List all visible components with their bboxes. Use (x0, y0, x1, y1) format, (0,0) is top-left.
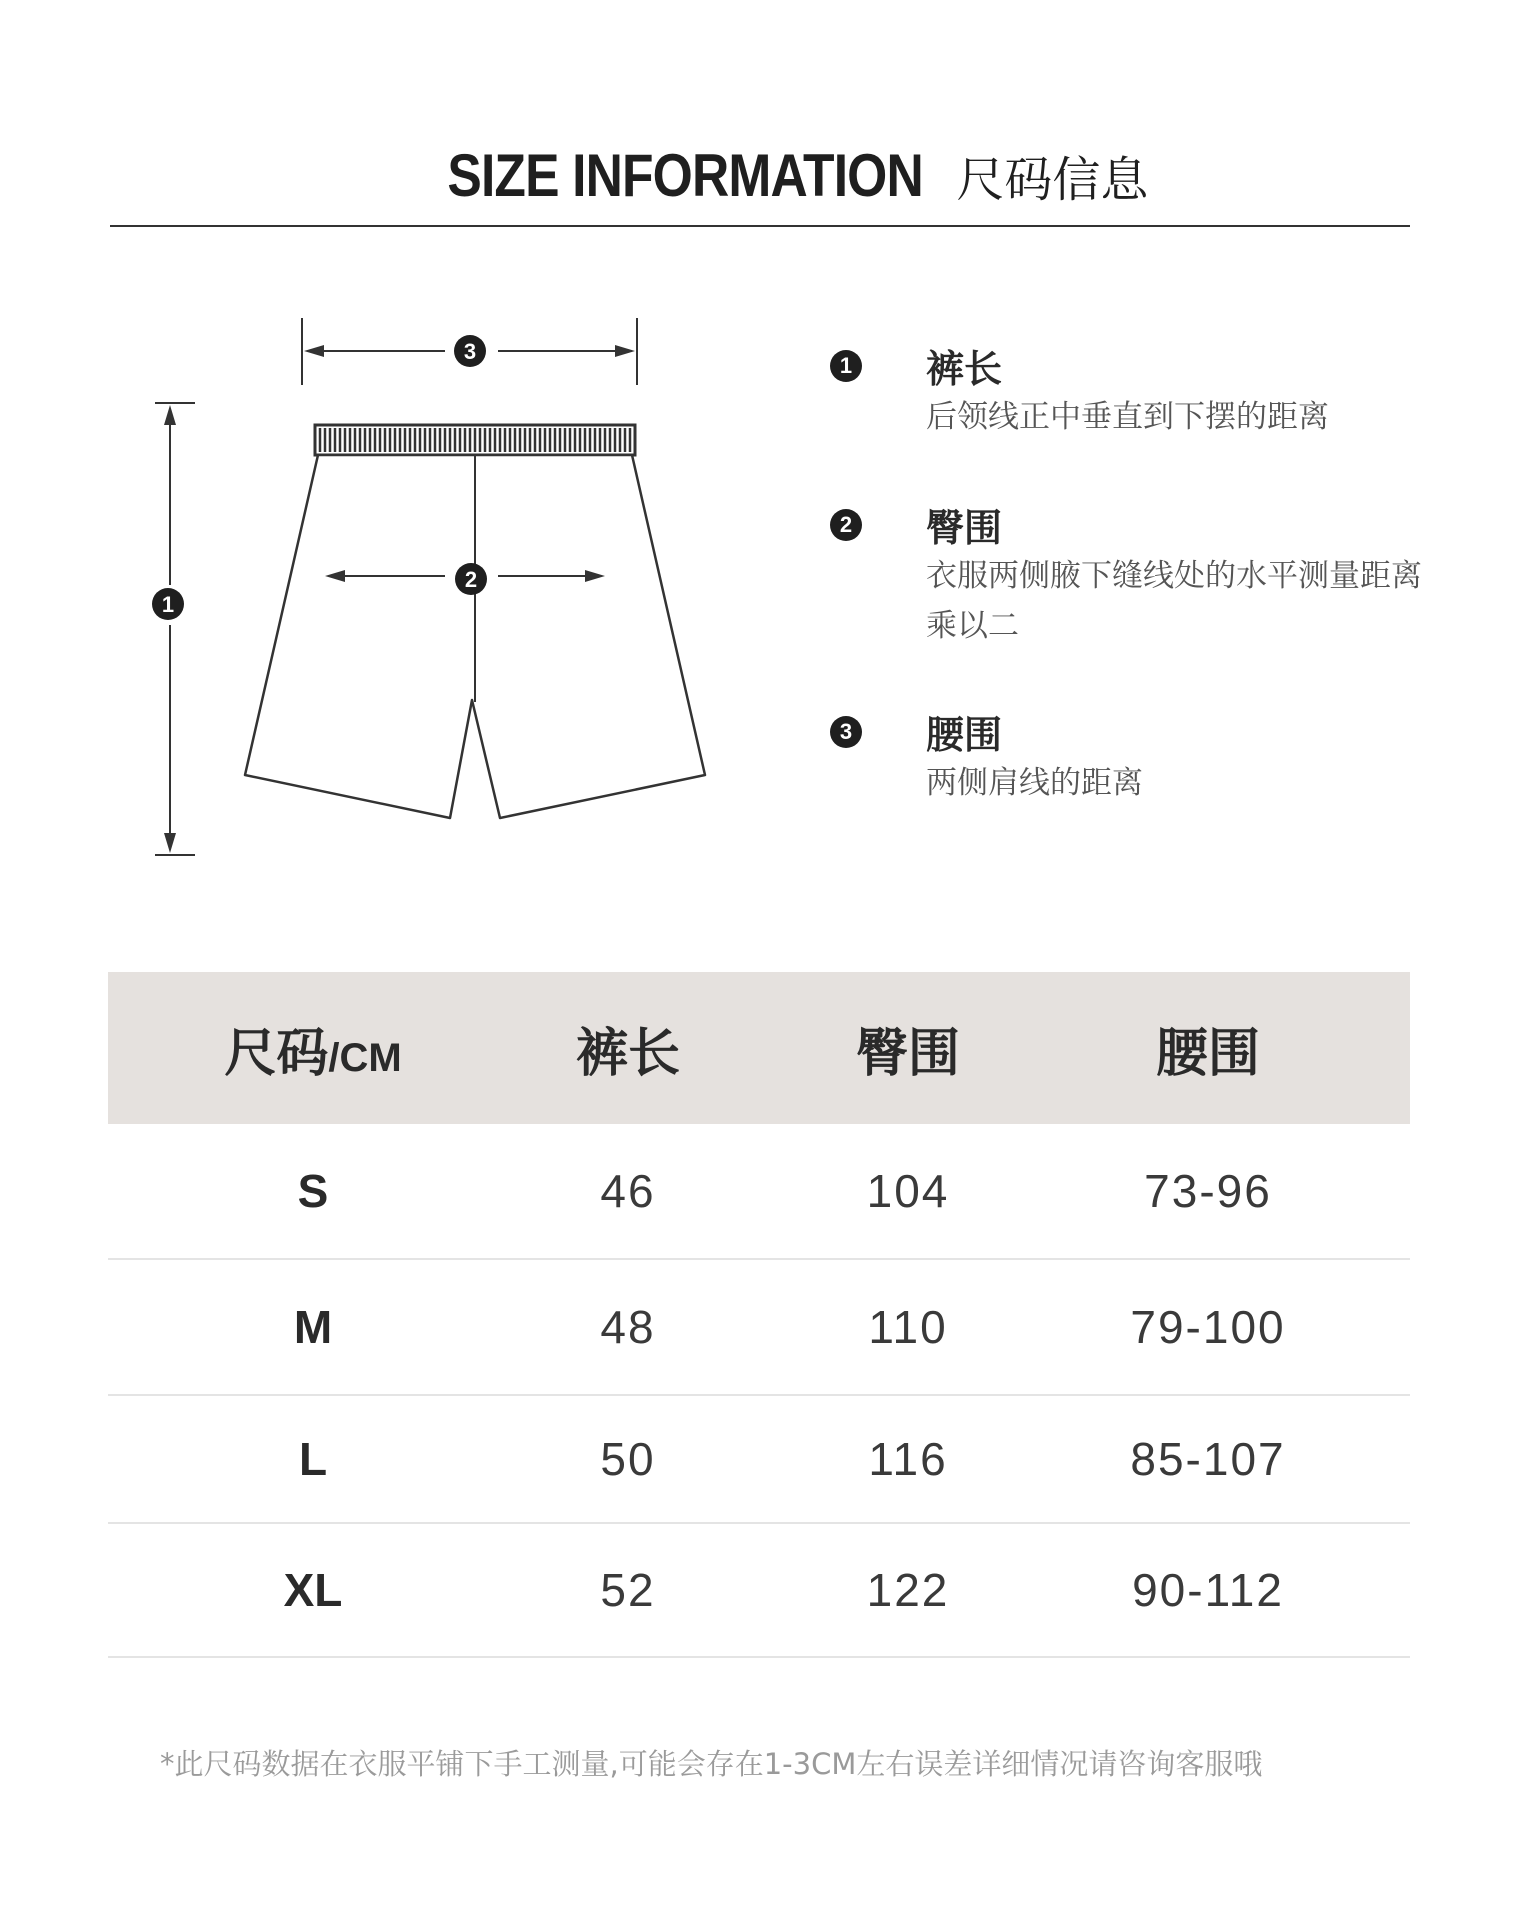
cell-size: M (293, 1301, 333, 1353)
table-header (108, 972, 1410, 1124)
cell-hip: 104 (866, 1165, 950, 1217)
cell-size: S (297, 1165, 329, 1217)
waistband (315, 425, 635, 455)
cell-length: 46 (600, 1165, 656, 1217)
svg-text:2: 2 (464, 567, 478, 592)
length-dimension (155, 403, 195, 855)
table-row (108, 1396, 1410, 1524)
legend-title: 腰围 (926, 713, 1003, 757)
title-chinese: 尺码信息 (956, 151, 1149, 208)
title-english: SIZE INFORMATION (446, 141, 923, 209)
header-waist: 腰围 (1155, 1023, 1260, 1084)
marker-1 (152, 588, 184, 620)
legend-description: 两侧肩线的距离 (926, 765, 1143, 801)
footnote: *此尺码数据在衣服平铺下手工测量,可能会存在1-3CM左右误差详细情况请咨询客服哦 (160, 1747, 1263, 1781)
table-row (108, 1124, 1410, 1260)
marker-2 (455, 563, 487, 595)
size-table (108, 972, 1410, 1658)
svg-text:3: 3 (463, 339, 477, 364)
legend-number: 3 (830, 716, 862, 748)
cell-hip: 116 (868, 1433, 948, 1485)
cell-waist: 85-107 (1130, 1433, 1286, 1485)
cell-length: 52 (600, 1564, 656, 1616)
cell-size: XL (283, 1564, 343, 1616)
header-length: 裤长 (575, 1023, 680, 1084)
cell-length: 50 (600, 1433, 656, 1485)
legend-number: 2 (830, 509, 862, 541)
svg-text:1: 1 (161, 592, 175, 617)
cell-hip: 110 (868, 1301, 948, 1353)
header-hip: 臀围 (855, 1023, 960, 1084)
legend-description: 后领线正中垂直到下摆的距离 (926, 399, 1329, 435)
cell-length: 48 (600, 1301, 656, 1353)
table-row (108, 1524, 1410, 1658)
cell-hip: 122 (866, 1564, 950, 1616)
legend-title: 臀围 (926, 506, 1003, 550)
cell-waist: 79-100 (1130, 1301, 1286, 1353)
legend-number: 1 (830, 350, 862, 382)
marker-3 (454, 335, 486, 367)
shorts-diagram (0, 0, 760, 880)
table-row (108, 1260, 1410, 1396)
cell-waist: 90-112 (1132, 1564, 1284, 1616)
cell-size: L (298, 1433, 328, 1485)
legend-description: 衣服两侧腋下缝线处的水平测量距离乘以二 (926, 558, 1422, 644)
legend-title: 裤长 (926, 347, 1003, 391)
header-size: 尺码/CM (224, 1023, 402, 1084)
cell-waist: 73-96 (1144, 1165, 1272, 1217)
